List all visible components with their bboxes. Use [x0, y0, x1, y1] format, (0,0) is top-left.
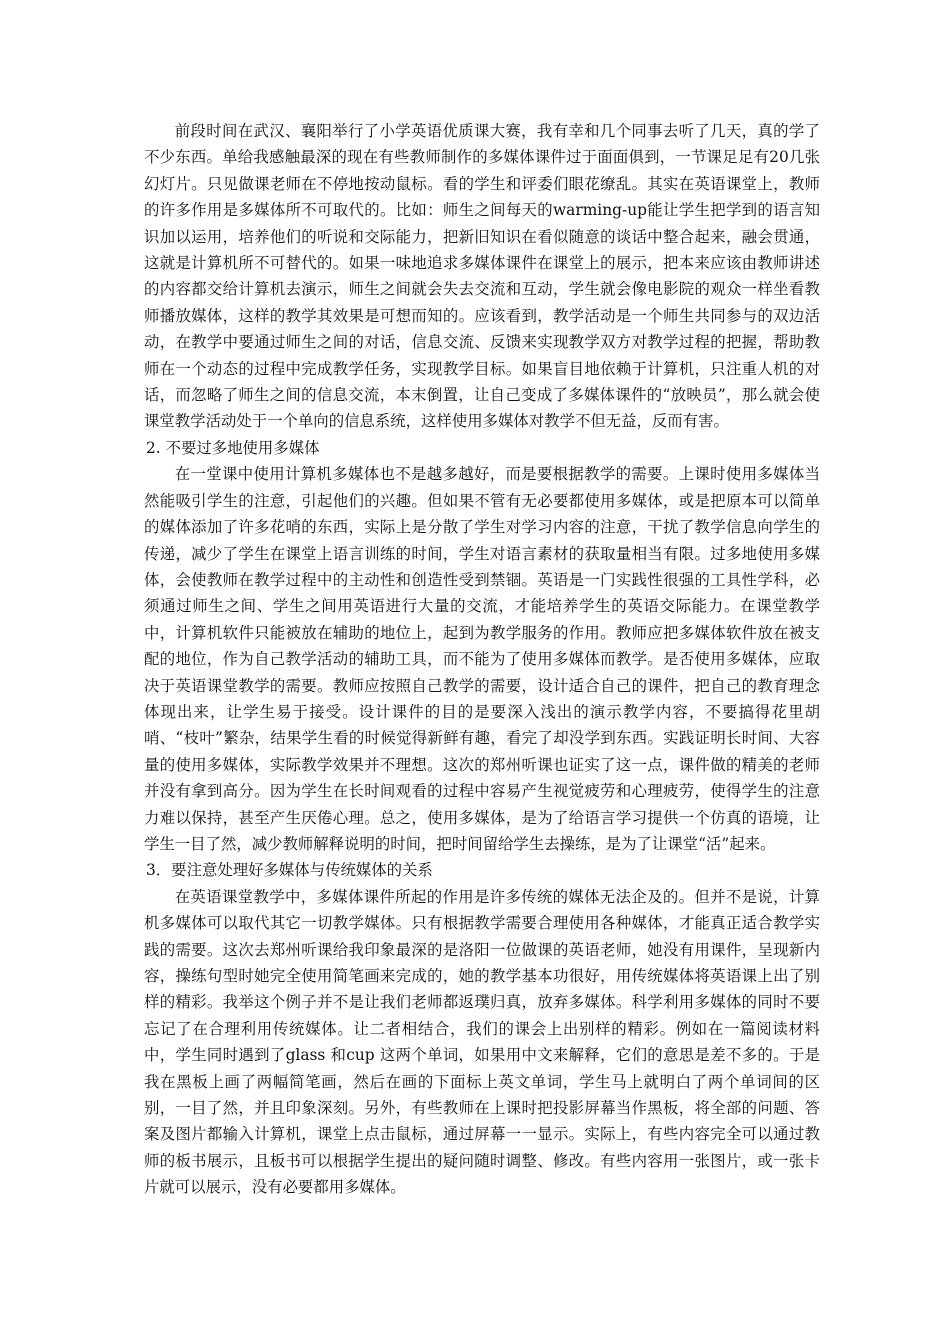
section-heading-2: 2. 不要过多地使用多媒体 [146, 438, 320, 457]
paragraph-2: 在一堂课中使用计算机多媒体也不是越多越好，而是要根据教学的需要。上课时使用多媒体当然能吸引学生的注意，引起他们的兴趣。但如果不管有无必要都使用多媒体，或是把原本可以简单的媒体添加了许多花哨的东西，实际上是分散了学生对学习内容的注意，干扰了教学信息向学生的传递，减少了学生在课堂上语言训练的时间，学生对语言素材的获取量相当有限。过多地使用多媒体，会使教师在教学过程中的主动性和创造性受到禁锢。英语是一门实践性很强的工具性学科，必须通过师生之间、学生之间用英语进行大量的交流，才能培养学生的英语交际能力。在课堂教学中，计算机软件只能被放在辅助的地位上，起到为教学服务的作用。教师应把多媒体软件放在被支配的地位，作为自己教学活动的辅助工具，而不能为了使用多媒体而教学。是否使用多媒体，应取决于英语课堂教学的需要。教师应按照自己教学的需要，设计适合自己的课件，把自己的教育理念体现出来，让学生易于接受。设计课件的目的是要深入浅出的演示教学内容，不要搞得花里胡哨、“枝叶”繁杂，结果学生看的时候觉得新鲜有趣，看完了却没学到东西。实践证明长时间、大容量的使用多媒体，实际教学效果并不理想。这次的郑州听课也证实了这一点，课件做的精美的老师并没有拿到高分。因为学生在长时间观看的过程中容易产生视觉疲劳和心理疲劳，使得学生的注意力难以保持，甚至产生厌倦心理。总之，使用多媒体，是为了给语言学习提供一个仿真的语境，让学生一目了然，减少教师解释说明的时间，把时间留给学生去操练，是为了让课堂“活”起来。 [144, 465, 820, 853]
paragraph-3: 在英语课堂教学中，多媒体课件所起的作用是许多传统的媒体无法企及的。但并不是说，计算机多媒体可以取代其它一切教学媒体。只有根据教学需要合理使用各种媒体，才能真正适合教学实践的需要。这次去郑州听课给我印象最深的是洛阳一位做课的英语老师，她没有用课件，呈现新内容，操练句型时她完全使用简笔画来完成的，她的教学基本功很好，用传统媒体将英语课上出了别样的精彩。我举这个例子并不是让我们老师都返璞归真，放弃多媒体。科学利用多媒体的同时不要忘记了在合理利用传统媒体。让二者相结合，我们的课会上出别样的精彩。例如在一篇阅读材料中，学生同时遇到了glass 和cup 这两个单词，如果用中文来解释，它们的意思是差不多的。于是我在黑板上画了两幅简笔画，然后在画的下面标上英文单词，学生马上就明白了两个单词间的区别，一目了然，并且印象深刻。另外，有些教师在上课时把投影屏幕当作黑板，将全部的问题、答案及图片都输入计算机，课堂上点击鼠标，通过屏幕一一显示。实际上，有些内容完全可以通过教师的板书展示，且板书可以根据学生提出的疑问随时调整、修改。有些内容用一张图片，或一张卡片就可以展示，没有必要都用多媒体。 [144, 887, 820, 1197]
section-heading-3: 3．要注意处理好多媒体与传统媒体的关系 [146, 861, 433, 880]
paragraph-1: 前段时间在武汉、襄阳举行了小学英语优质课大赛，我有幸和几个同事去听了几天，真的学了不少东西。单给我感触最深的现在有些教师制作的多媒体课件过于面面俱到，一节课足足有20几张幻灯片。只见做课老师在不停地按动鼠标。看的学生和评委们眼花缭乱。其实在英语课堂上，教师的许多作用是多媒体所不可取代的。比如：师生之间每天的warming-up能让学生把学到的语言知识加以运用，培养他们的听说和交际能力，把新旧知识在看似随意的谈话中整合起来，融会贯通，这就是计算机所不可替代的。如果一味地追求多媒体课件在课堂上的展示，把本来应该由教师讲述的内容都交给计算机去演示，师生之间就会失去交流和互动，学生就会像电影院的观众一样坐看教师播放媒体，这样的教学其效果是可想而知的。应该看到，教学活动是一个师生共同参与的双边活动，在教学中要通过师生之间的对话，信息交流、反馈来实现教学双方对教学过程的把握，帮助教师在一个动态的过程中完成教学任务，实现教学目标。如果盲目地依赖于计算机，只注重人机的对话，而忽略了师生之间的信息交流，本末倒置，让自己变成了多媒体课件的“放映员”，那么就会使课堂教学活动处于一个单向的信息系统，这样使用多媒体对教学不但无益，反而有害。 [144, 122, 820, 431]
document-body [144, 118, 820, 1201]
